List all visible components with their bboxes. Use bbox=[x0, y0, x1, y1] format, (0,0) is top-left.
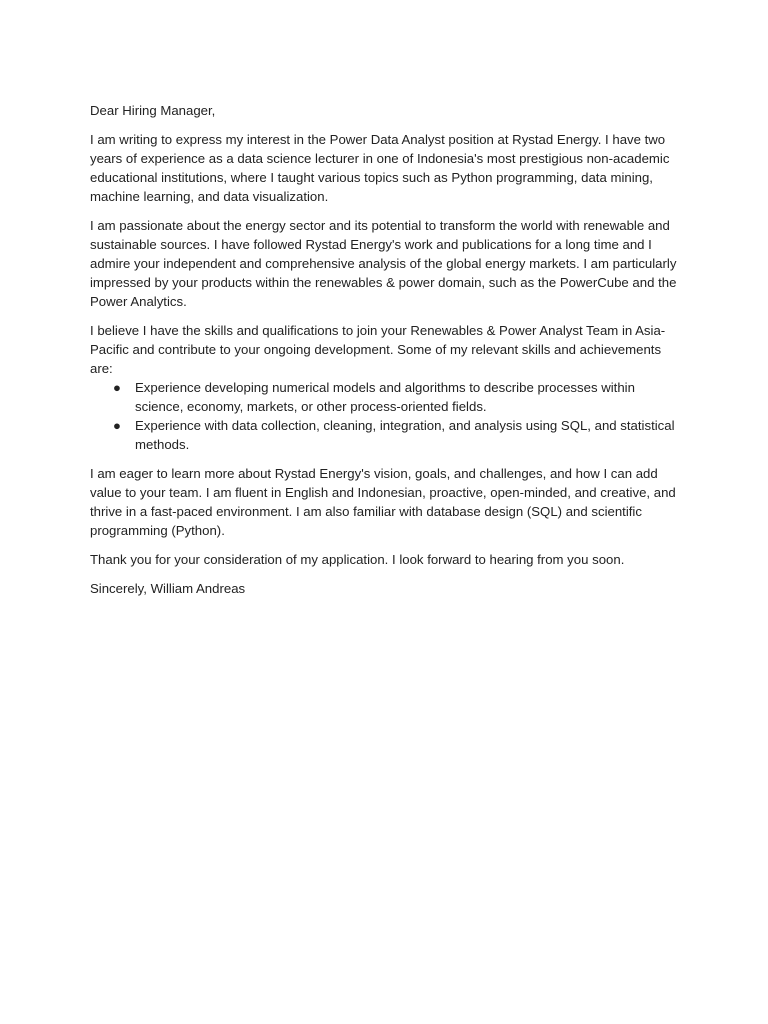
closing-signature: Sincerely, William Andreas bbox=[90, 581, 246, 596]
list-item-text: Experience developing numerical models and algorithms to describe processes within science, economy, markets, or other process-oriented fields. bbox=[135, 380, 635, 414]
paragraph-skills: I believe I have the skills and qualifications to join your Renewables & Power Analyst Team in Asia-Pacific and contribute to your ongoing development. Some of my relevant skills and achievements are: bbox=[90, 323, 666, 376]
list-item-text: Experience with data collection, cleaning, integration, and analysis using SQL, and statistical methods. bbox=[135, 418, 675, 452]
paragraph-passion: I am passionate about the energy sector and its potential to transform the world with renewable and sustainable sources. I have followed Rystad Energy's work and publications for a long time and I admire your independent and comprehensive analysis of the global energy markets. I am particularly impressed by your products within the renewables & power domain, such as the PowerCube and the Power Analytics. bbox=[90, 218, 677, 309]
bullet-icon: ● bbox=[113, 380, 121, 395]
paragraph-intro: I am writing to express my interest in the Power Data Analyst position at Rystad Energy. I have two years of experience as a data science lecturer in one of Indonesia's most prestigious non-academic educational institutions, where I taught various topics such as Python programming, data mining, machine learning, and data visualization. bbox=[90, 132, 670, 204]
list-item bbox=[90, 378, 680, 416]
greeting: Dear Hiring Manager, bbox=[90, 103, 216, 118]
skills-list bbox=[90, 378, 680, 454]
paragraph-thanks: Thank you for your consideration of my application. I look forward to hearing from you soon. bbox=[90, 552, 625, 567]
letter-body bbox=[90, 101, 680, 608]
paragraph-eager: I am eager to learn more about Rystad Energy's vision, goals, and challenges, and how I can add value to your team. I am fluent in English and Indonesian, proactive, open-minded, and creative, and thrive in a fast-paced environment. I am also familiar with database design (SQL) and scientific programming (Python). bbox=[90, 466, 676, 538]
bullet-icon: ● bbox=[113, 418, 121, 433]
list-item bbox=[90, 416, 680, 454]
